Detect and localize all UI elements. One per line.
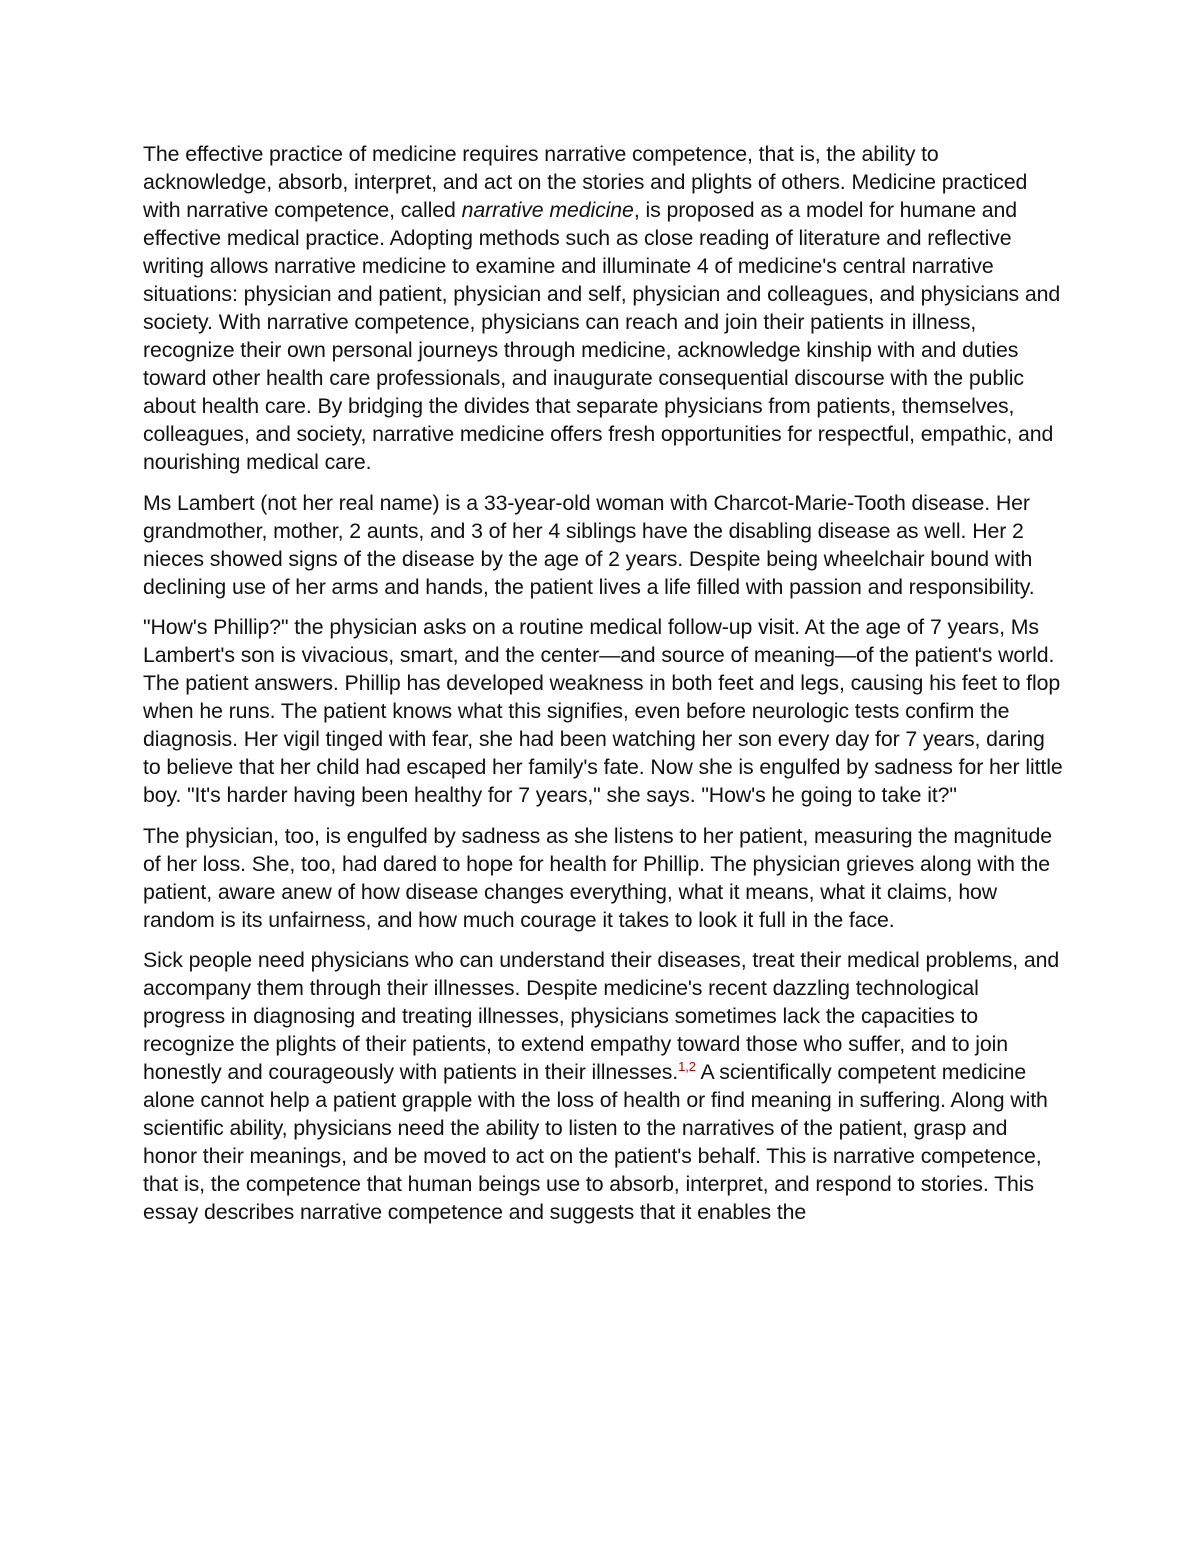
case-intro-paragraph: Ms Lambert (not her real name) is a 33-year-old woman with Charcot-Marie-Tooth disease. Her grandmother, mother, 2 aunts, and 3 of her 4 siblings have the disabling disease as well. Her 2 nieces showed signs of the disease by the age of 2 years. Despite being wheelchair bound with declining use of her arms and hands, the patient lives a life filled with passion and responsibility. — [143, 490, 1035, 599]
document-page — [143, 140, 1063, 1239]
narrative-medicine-term: narrative medicine — [461, 198, 634, 222]
physician-grief-paragraph: The physician, too, is engulfed by sadness as she listens to her patient, measuring the magnitude of her loss. She, too, had dared to hope for health for Phillip. The physician grieves along with the patient, aware anew of how disease changes everything, what it means, what it claims, how random is its unfairness, and how much courage it takes to look it full in the face. — [143, 823, 1052, 932]
abstract-paragraph — [143, 140, 1063, 476]
abstract-text-end: , is proposed as a model for humane and effective medical practice. Adopting methods such as close reading of literature and reflective writing allows narrative medicine to examine and illuminate 4 of medicine's central narrative situations: physician and patient, physician and self, physician and colleagues, and physicians and society. With narrative competence, physicians can reach and join their patients in illness, recognize their own personal journeys through medicine, acknowledge kinship with and duties toward other health care professionals, and inaugurate consequential discourse with the public about health care. By bridging the divides that separate physicians from patients, themselves, colleagues, and society, narrative medicine offers fresh opportunities for respectful, empathic, and nourishing medical care. — [143, 198, 1061, 474]
phillip-paragraph: "How's Phillip?" the physician asks on a routine medical follow-up visit. At the age of 7 years, Ms Lambert's son is vivacious, smart, and the center—and source of meaning—of the patient's world. The patient answers. Phillip has developed weakness in both feet and legs, causing his feet to flop when he runs. The patient knows what this signifies, even before neurologic tests confirm the diagnosis. Her vigil tinged with fear, she had been watching her son every day for 7 years, daring to believe that her child had escaped her family's fate. Now she is engulfed by sadness for her little boy. "It's harder having been healthy for 7 years," she says. "How's he going to take it?" — [143, 615, 1063, 807]
narrative-competence-paragraph — [143, 946, 1063, 1226]
paragraph-text-end: A scientifically competent medicine alone cannot help a patient grapple with the loss of health or find meaning in suffering. Along with scientific ability, physicians need the ability to listen to the narratives of the patient, grasp and honor their meanings, and be moved to act on the patient's behalf. This is narrative competence, that is, the competence that human beings use to absorb, interpret, and respond to stories. This essay describes narrative competence and suggests that it enables the — [143, 1060, 1048, 1224]
paragraph-text-start: Sick people need physicians who can understand their diseases, treat their medical problems, and accompany them through their illnesses. Despite medicine's recent dazzling technological progress in diagnosing and treating illnesses, physicians sometimes lack the capacities to recognize the plights of their patients, to extend empathy toward those who suffer, and to join honestly and courageously with patients in their illnesses. — [143, 948, 1060, 1084]
reference-link[interactable]: 1,2 — [678, 1058, 696, 1074]
abstract-text-start: The effective practice of medicine requires narrative competence, that is, the ability to acknowledge, absorb, interpret, and act on the stories and plights of others. Medicine practiced with narrative competence, called — [143, 142, 1028, 222]
